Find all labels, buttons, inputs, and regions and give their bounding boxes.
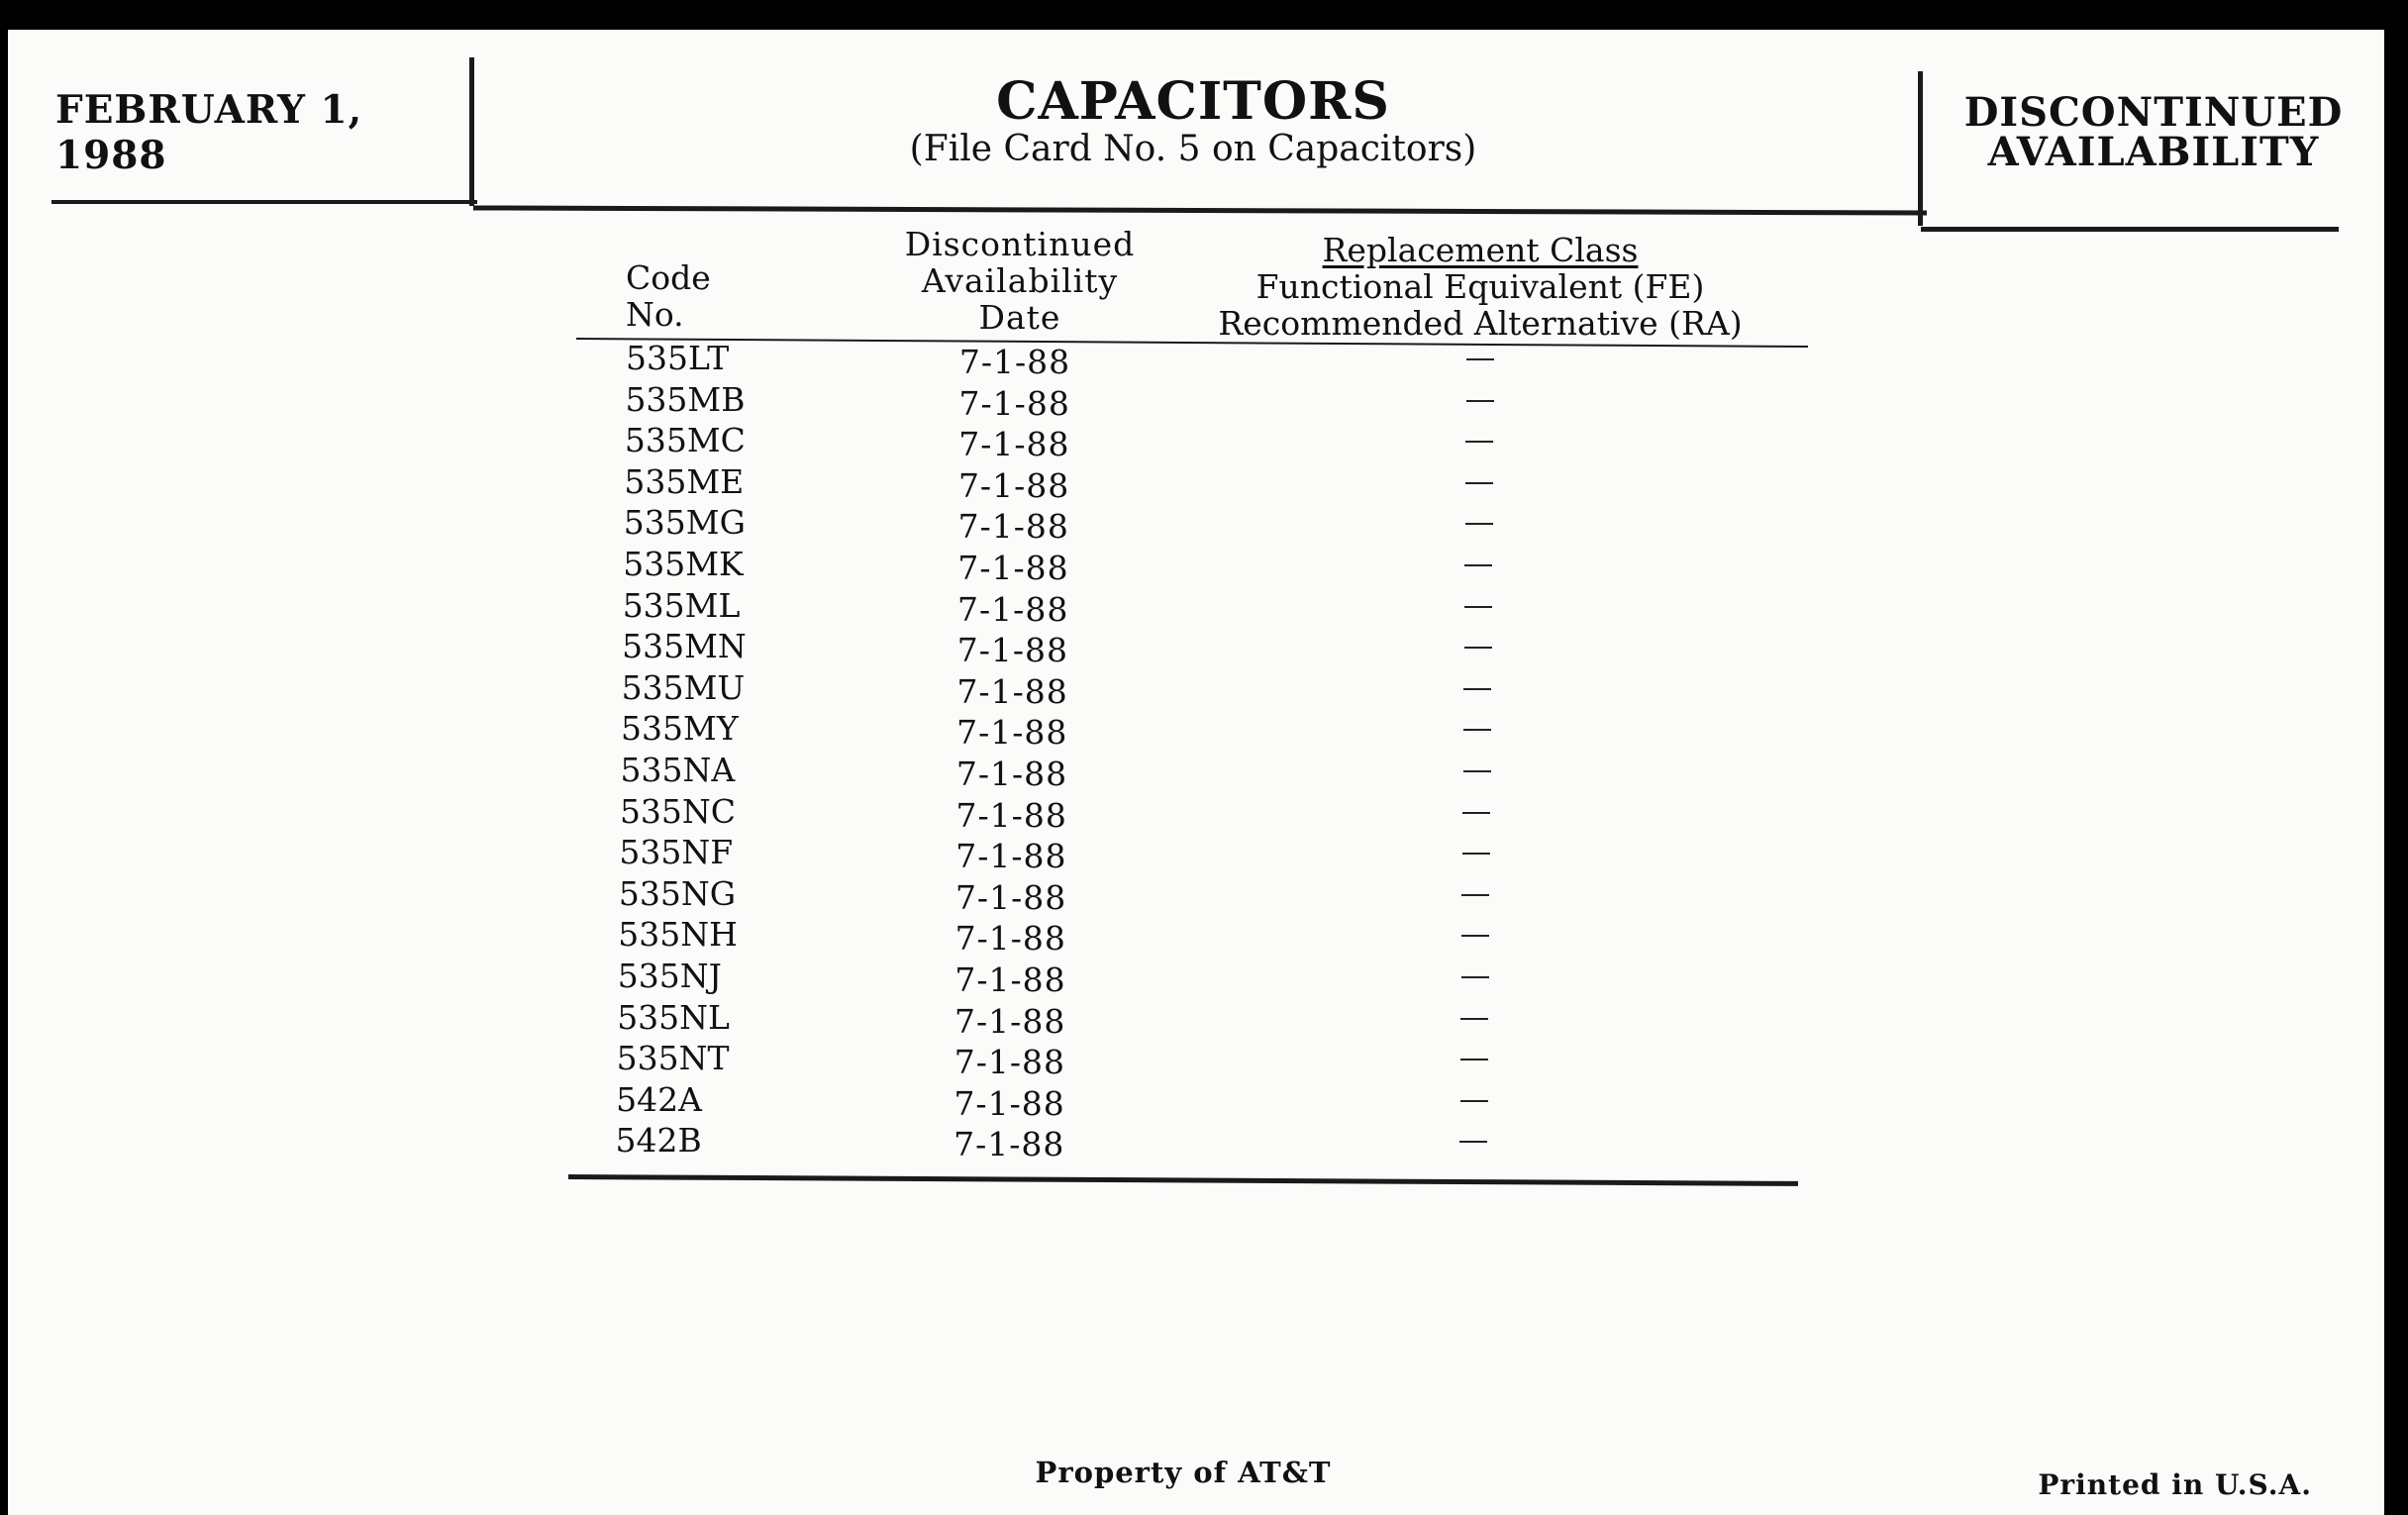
table-row — [0, 1121, 2408, 1162]
cell-date: 7-1-88 — [955, 755, 1068, 793]
cell-code: 535NH — [618, 915, 738, 955]
cell-date: 7-1-88 — [957, 465, 1070, 505]
table-row — [0, 833, 2408, 874]
status-line-1: DISCONTINUED — [1963, 89, 2344, 136]
table-row — [0, 545, 2408, 586]
cell-code: 535MB — [625, 379, 746, 419]
cell-code: 542B — [615, 1121, 702, 1161]
cell-replacement-dash — [1460, 1059, 1488, 1060]
column-header-date-line2: Availability — [921, 261, 1119, 300]
cell-replacement-dash — [1459, 1141, 1487, 1143]
table-row — [0, 792, 2408, 834]
column-header-date-line3: Date — [978, 298, 1061, 337]
cell-date: 7-1-88 — [957, 507, 1069, 547]
cell-date: 7-1-88 — [954, 919, 1066, 959]
column-header-code-line1: Code — [626, 258, 711, 297]
cell-date: 7-1-88 — [957, 549, 1069, 587]
cell-code: 535MC — [624, 421, 746, 460]
cell-code: 535NL — [617, 997, 730, 1037]
table-row — [0, 586, 2408, 628]
cell-date: 7-1-88 — [956, 671, 1068, 711]
table-row — [0, 339, 2408, 380]
cell-code: 535ME — [624, 461, 745, 501]
cell-date: 7-1-88 — [958, 383, 1070, 423]
cell-code: 535NG — [618, 873, 737, 913]
cell-date: 7-1-88 — [956, 713, 1068, 753]
cell-date: 7-1-88 — [957, 589, 1069, 629]
cell-date: 7-1-88 — [955, 837, 1067, 876]
table-row — [0, 1039, 2408, 1080]
cell-code: 535NT — [616, 1039, 730, 1078]
column-header-replacement-line2: Functional Equivalent (FE) — [1255, 267, 1705, 306]
cell-date: 7-1-88 — [954, 960, 1066, 999]
cell-replacement-dash — [1462, 853, 1490, 855]
column-header-date-line1: Discontinued — [904, 225, 1136, 263]
cell-code: 535NC — [619, 791, 737, 831]
table-row — [0, 380, 2408, 422]
cell-code: 535ML — [622, 585, 741, 625]
cell-code: 535MG — [623, 503, 746, 543]
card-date: FEBRUARY 1, 1988 — [55, 87, 363, 178]
table-row — [0, 627, 2408, 668]
cell-code: 535LT — [626, 339, 730, 377]
cell-replacement-dash — [1465, 441, 1493, 443]
footer-property: Property of AT&T — [1035, 1456, 1332, 1489]
table-row — [0, 957, 2408, 998]
cell-replacement-dash — [1460, 1018, 1488, 1020]
column-header-replacement-line3: Recommended Alternative (RA) — [1218, 304, 1743, 343]
cell-date: 7-1-88 — [953, 1083, 1065, 1123]
cell-code: 535NF — [619, 833, 734, 872]
column-header-date — [871, 226, 1168, 336]
cell-replacement-dash — [1464, 647, 1492, 649]
table-row — [0, 668, 2408, 710]
cell-code: 535MN — [622, 627, 747, 666]
cell-date: 7-1-88 — [954, 877, 1067, 917]
cell-date: 7-1-88 — [953, 1125, 1065, 1164]
cell-replacement-dash — [1462, 812, 1490, 814]
title-block — [475, 71, 1911, 169]
status-line-2: AVAILABILITY — [1987, 129, 2320, 175]
cell-replacement-dash — [1464, 564, 1492, 566]
footer-printed: Printed in U.S.A. — [2038, 1468, 2312, 1501]
table-row — [0, 751, 2408, 792]
cell-replacement-dash — [1461, 894, 1489, 896]
cell-replacement-dash — [1460, 1100, 1488, 1102]
status-block — [1926, 89, 2381, 175]
table-row — [0, 462, 2408, 504]
cell-replacement-dash — [1465, 523, 1493, 525]
column-header-code — [626, 259, 711, 333]
cell-date: 7-1-88 — [954, 1001, 1066, 1041]
page-subtitle: (File Card No. 5 on Capacitors) — [909, 129, 1477, 169]
cell-replacement-dash — [1463, 688, 1491, 690]
table-row — [0, 709, 2408, 751]
column-header-replacement — [1168, 232, 1792, 342]
cell-replacement-dash — [1464, 606, 1492, 608]
table-row — [0, 998, 2408, 1040]
cell-replacement-dash — [1461, 935, 1489, 937]
cell-replacement-dash — [1465, 482, 1493, 484]
header-rule-right — [1921, 227, 2339, 232]
cell-date: 7-1-88 — [955, 795, 1067, 835]
cell-date: 7-1-88 — [956, 631, 1069, 670]
cell-date: 7-1-88 — [953, 1043, 1066, 1082]
cell-code: 535MY — [621, 709, 739, 749]
table-row — [0, 421, 2408, 462]
header-rule-left — [51, 200, 477, 204]
header-divider-right — [1918, 71, 1923, 226]
column-header-code-line2: No. — [626, 295, 684, 334]
page-title: CAPACITORS — [996, 71, 1390, 132]
cell-code: 535MU — [621, 667, 746, 707]
cell-code: 535MK — [623, 545, 744, 583]
cell-replacement-dash — [1461, 976, 1489, 978]
cell-code: 535NJ — [617, 957, 722, 995]
cell-code: 542A — [616, 1079, 702, 1119]
table-row — [0, 874, 2408, 916]
cell-date: 7-1-88 — [958, 425, 1070, 464]
table-row — [0, 915, 2408, 957]
cell-replacement-dash — [1466, 358, 1494, 360]
cell-date: 7-1-88 — [958, 343, 1071, 381]
cell-code: 535NA — [620, 751, 736, 789]
table-row — [0, 503, 2408, 545]
cell-replacement-dash — [1466, 400, 1494, 402]
cell-replacement-dash — [1463, 770, 1491, 772]
column-header-replacement-line1: Replacement Class — [1322, 231, 1639, 269]
cell-replacement-dash — [1463, 729, 1491, 731]
table-row — [0, 1080, 2408, 1122]
